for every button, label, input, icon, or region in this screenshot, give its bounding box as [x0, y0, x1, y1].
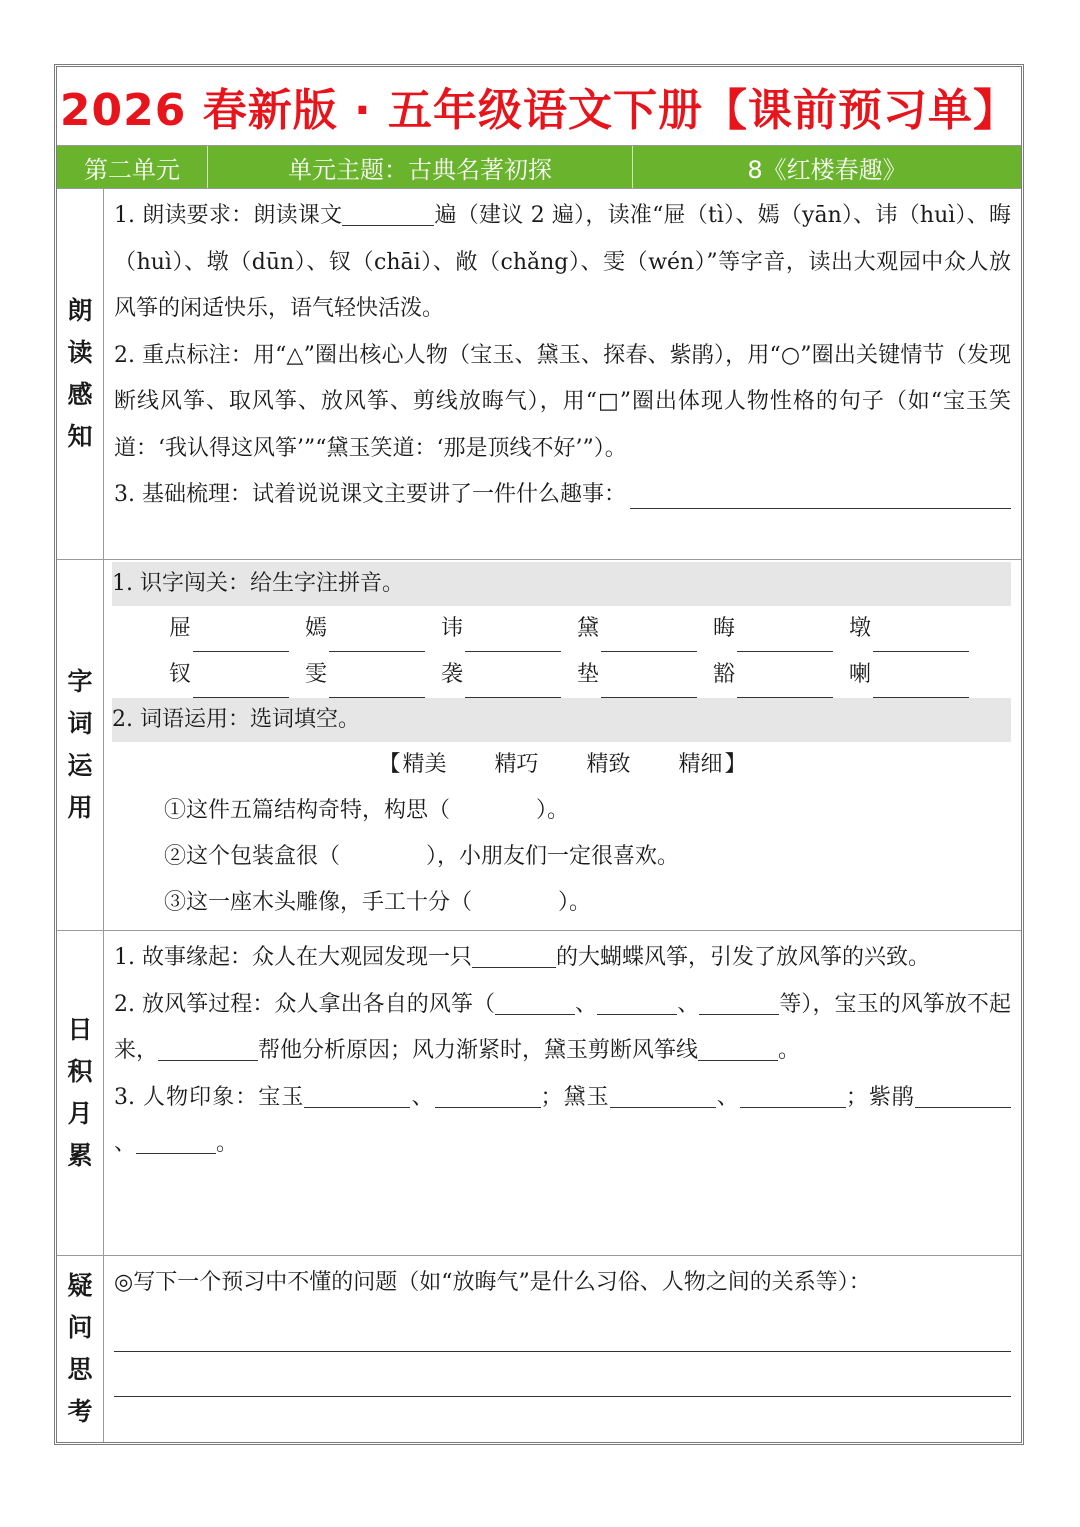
- pinyin-blank[interactable]: [465, 621, 561, 652]
- char-item: 屉: [169, 616, 192, 641]
- kite-process: 2. 放风筝过程：众人拿出各自的风筝（ 、 、 等），宝玉的风筝放不起来， 帮他分析原因；风力渐紧时，黛玉剪断风筝线 。: [114, 982, 1011, 1075]
- question-prompt: ◎写下一个预习中不懂的问题（如“放晦气”是什么习俗、人物之间的关系等）：: [114, 1270, 871, 1295]
- choice-word: 精美: [402, 752, 447, 777]
- unit-label: 第二单元: [57, 146, 208, 188]
- impression-blank[interactable]: [915, 1082, 1011, 1107]
- lesson-title: 8《红楼春趣》: [747, 155, 907, 184]
- section-accumulation: [57, 930, 1021, 1255]
- char-item: 黛: [577, 616, 600, 641]
- section-label: 字 词 运 用: [57, 560, 104, 930]
- kite-type-blank[interactable]: [699, 989, 779, 1014]
- pinyin-blank[interactable]: [329, 621, 425, 652]
- reading-requirement: 1. 朗读要求：朗读课文 遍（建议 2 遍），读准“屉（tì）、嫣（yān）、讳（huì）、晦（huì）、墩（dūn）、钗（chāi）、敞（chǎng）、雯（wén）”等字音，读出大观园中众人放风筝的闲适快乐，语气轻快活泼。: [114, 193, 1011, 333]
- pinyin-blank[interactable]: [465, 667, 561, 698]
- pinyin-blank[interactable]: [737, 621, 833, 652]
- kite-type-blank[interactable]: [495, 989, 575, 1014]
- impression-blank[interactable]: [435, 1082, 541, 1107]
- char-row-2: [114, 652, 1011, 698]
- char-item: 垫: [577, 662, 600, 687]
- preview-sheet: [54, 64, 1024, 1445]
- pinyin-blank[interactable]: [193, 667, 289, 698]
- section-reading: [57, 188, 1021, 559]
- summary-blank[interactable]: [630, 478, 1011, 509]
- section-label: 日 积 月 累: [57, 931, 104, 1255]
- pinyin-blank[interactable]: [873, 667, 969, 698]
- pinyin-blank[interactable]: [873, 621, 969, 652]
- story-origin: 1. 故事缘起：众人在大观园发现一只 的大蝴蝶风筝，引发了放风筝的兴致。: [114, 935, 1011, 982]
- impression-blank[interactable]: [136, 1129, 216, 1154]
- char-item: 袭: [441, 662, 464, 687]
- page-title: 2026 春新版 · 五年级语文下册【课前预习单】: [57, 67, 1021, 146]
- char-item: 喇: [849, 662, 872, 687]
- char-item: 嫣: [305, 616, 328, 641]
- summary-prompt: 3. 基础梳理：试着说说课文主要讲了一件什么趣事：: [114, 472, 1011, 519]
- times-blank[interactable]: [342, 201, 434, 226]
- pinyin-blank[interactable]: [601, 667, 697, 698]
- marking-instructions: 2. 重点标注：用“△”圈出核心人物（宝玉、黛玉、探春、紫鹃），用“○”圈出关键情节（发现断线风筝、取风筝、放风筝、剪线放晦气），用“□”圈出体现人物性格的句子（如“宝玉笑道：‘我认得这风筝’”“黛玉笑道：‘那是顶线不好’”）。: [114, 342, 1011, 461]
- choice-word: 精致: [586, 752, 631, 777]
- kite-type-blank[interactable]: [597, 989, 677, 1014]
- impression-blank[interactable]: [610, 1082, 716, 1107]
- fill-question-1: ①这件五篇结构奇特，构思（ ）。: [164, 798, 570, 823]
- pinyin-heading: 1. 识字闯关：给生字注拼音。: [112, 562, 1011, 606]
- word-use-heading: 2. 词语运用：选词填空。: [112, 698, 1011, 742]
- char-item: 讳: [441, 616, 464, 641]
- header-bar: [57, 146, 1021, 188]
- pinyin-blank[interactable]: [737, 667, 833, 698]
- impression-blank[interactable]: [304, 1082, 410, 1107]
- unit-theme: 单元主题：古典名著初探: [208, 146, 633, 188]
- line-blank[interactable]: [698, 1036, 778, 1061]
- pinyin-blank[interactable]: [601, 621, 697, 652]
- word-choices: 【精美 精巧 精致 精细】: [378, 752, 747, 777]
- char-item: 晦: [713, 616, 736, 641]
- char-item: 雯: [305, 662, 328, 687]
- fill-question-2: ②这个包装盒很（ ），小朋友们一定很喜欢。: [164, 844, 680, 869]
- impression-blank[interactable]: [740, 1082, 846, 1107]
- section-label: 朗 读 感 知: [57, 189, 104, 559]
- kite-blank[interactable]: [472, 943, 556, 968]
- pinyin-blank[interactable]: [193, 621, 289, 652]
- character-impression: 3. 人物印象：宝玉 、 ；黛玉 、 ；紫鹃、 。: [114, 1075, 1011, 1168]
- char-item: 豁: [713, 662, 736, 687]
- answer-line[interactable]: [114, 1307, 1011, 1352]
- section-label: 疑 问 思 考: [57, 1256, 104, 1442]
- section-vocabulary: [57, 559, 1021, 930]
- char-item: 钗: [169, 662, 192, 687]
- section-questions: [57, 1255, 1021, 1442]
- choice-word: 精细: [678, 752, 723, 777]
- answer-line[interactable]: [114, 1352, 1011, 1397]
- pinyin-blank[interactable]: [329, 667, 425, 698]
- helper-blank[interactable]: [158, 1036, 258, 1061]
- choice-word: 精巧: [494, 752, 539, 777]
- char-item: 墩: [849, 616, 872, 641]
- char-row-1: [114, 606, 1011, 652]
- fill-question-3: ③这一座木头雕像，手工十分（ ）。: [164, 890, 592, 915]
